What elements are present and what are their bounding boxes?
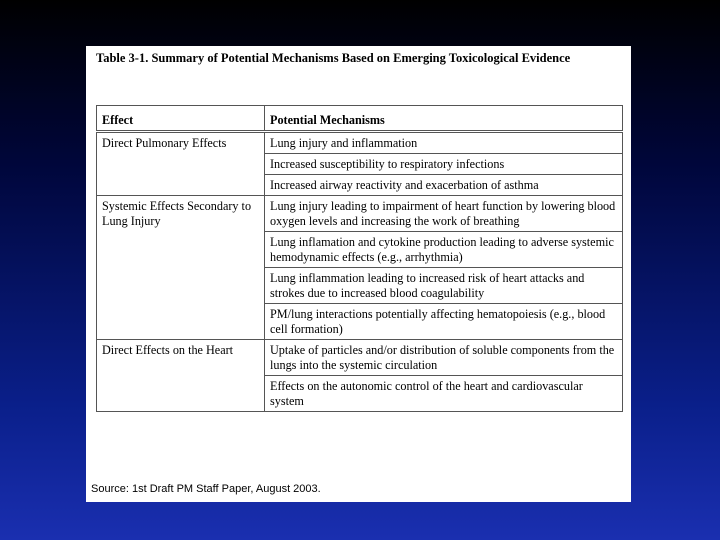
table-title: Table 3-1. Summary of Potential Mechanisms Based on Emerging Toxicological Evidence xyxy=(96,51,571,65)
mechanism-cell: Effects on the autonomic control of the heart and cardiovascular system xyxy=(265,376,623,412)
mechanism-cell: Increased airway reactivity and exacerbation of asthma xyxy=(265,175,623,196)
table-row xyxy=(97,196,623,232)
effect-cell: Systemic Effects Secondary to Lung Injury xyxy=(97,196,265,340)
mechanism-cell: Lung inflamation and cytokine production leading to adverse systemic hemodynamic effects (e.g., arrhythmia) xyxy=(265,232,623,268)
table-row xyxy=(97,132,623,154)
mechanisms-table xyxy=(96,105,623,412)
slide-panel xyxy=(86,46,631,502)
mechanism-cell: Uptake of particles and/or distribution of soluble components from the lungs into the systemic circulation xyxy=(265,340,623,376)
header-effect: Effect xyxy=(97,106,265,132)
effect-cell: Direct Pulmonary Effects xyxy=(97,132,265,196)
mechanism-cell: Lung injury leading to impairment of heart function by lowering blood oxygen levels and increasing the work of breathing xyxy=(265,196,623,232)
mechanism-cell: Lung inflammation leading to increased risk of heart attacks and strokes due to increased blood coagulability xyxy=(265,268,623,304)
header-potential-mechanisms: Potential Mechanisms xyxy=(265,106,623,132)
mechanism-cell: Lung injury and inflammation xyxy=(265,132,623,154)
mechanism-cell: Increased susceptibility to respiratory infections xyxy=(265,154,623,175)
effect-cell: Direct Effects on the Heart xyxy=(97,340,265,412)
table-row xyxy=(97,340,623,376)
header-row xyxy=(97,106,623,132)
mechanism-cell: PM/lung interactions potentially affecting hematopoiesis (e.g., blood cell formation) xyxy=(265,304,623,340)
source-citation: Source: 1st Draft PM Staff Paper, August 2003. xyxy=(91,483,321,495)
